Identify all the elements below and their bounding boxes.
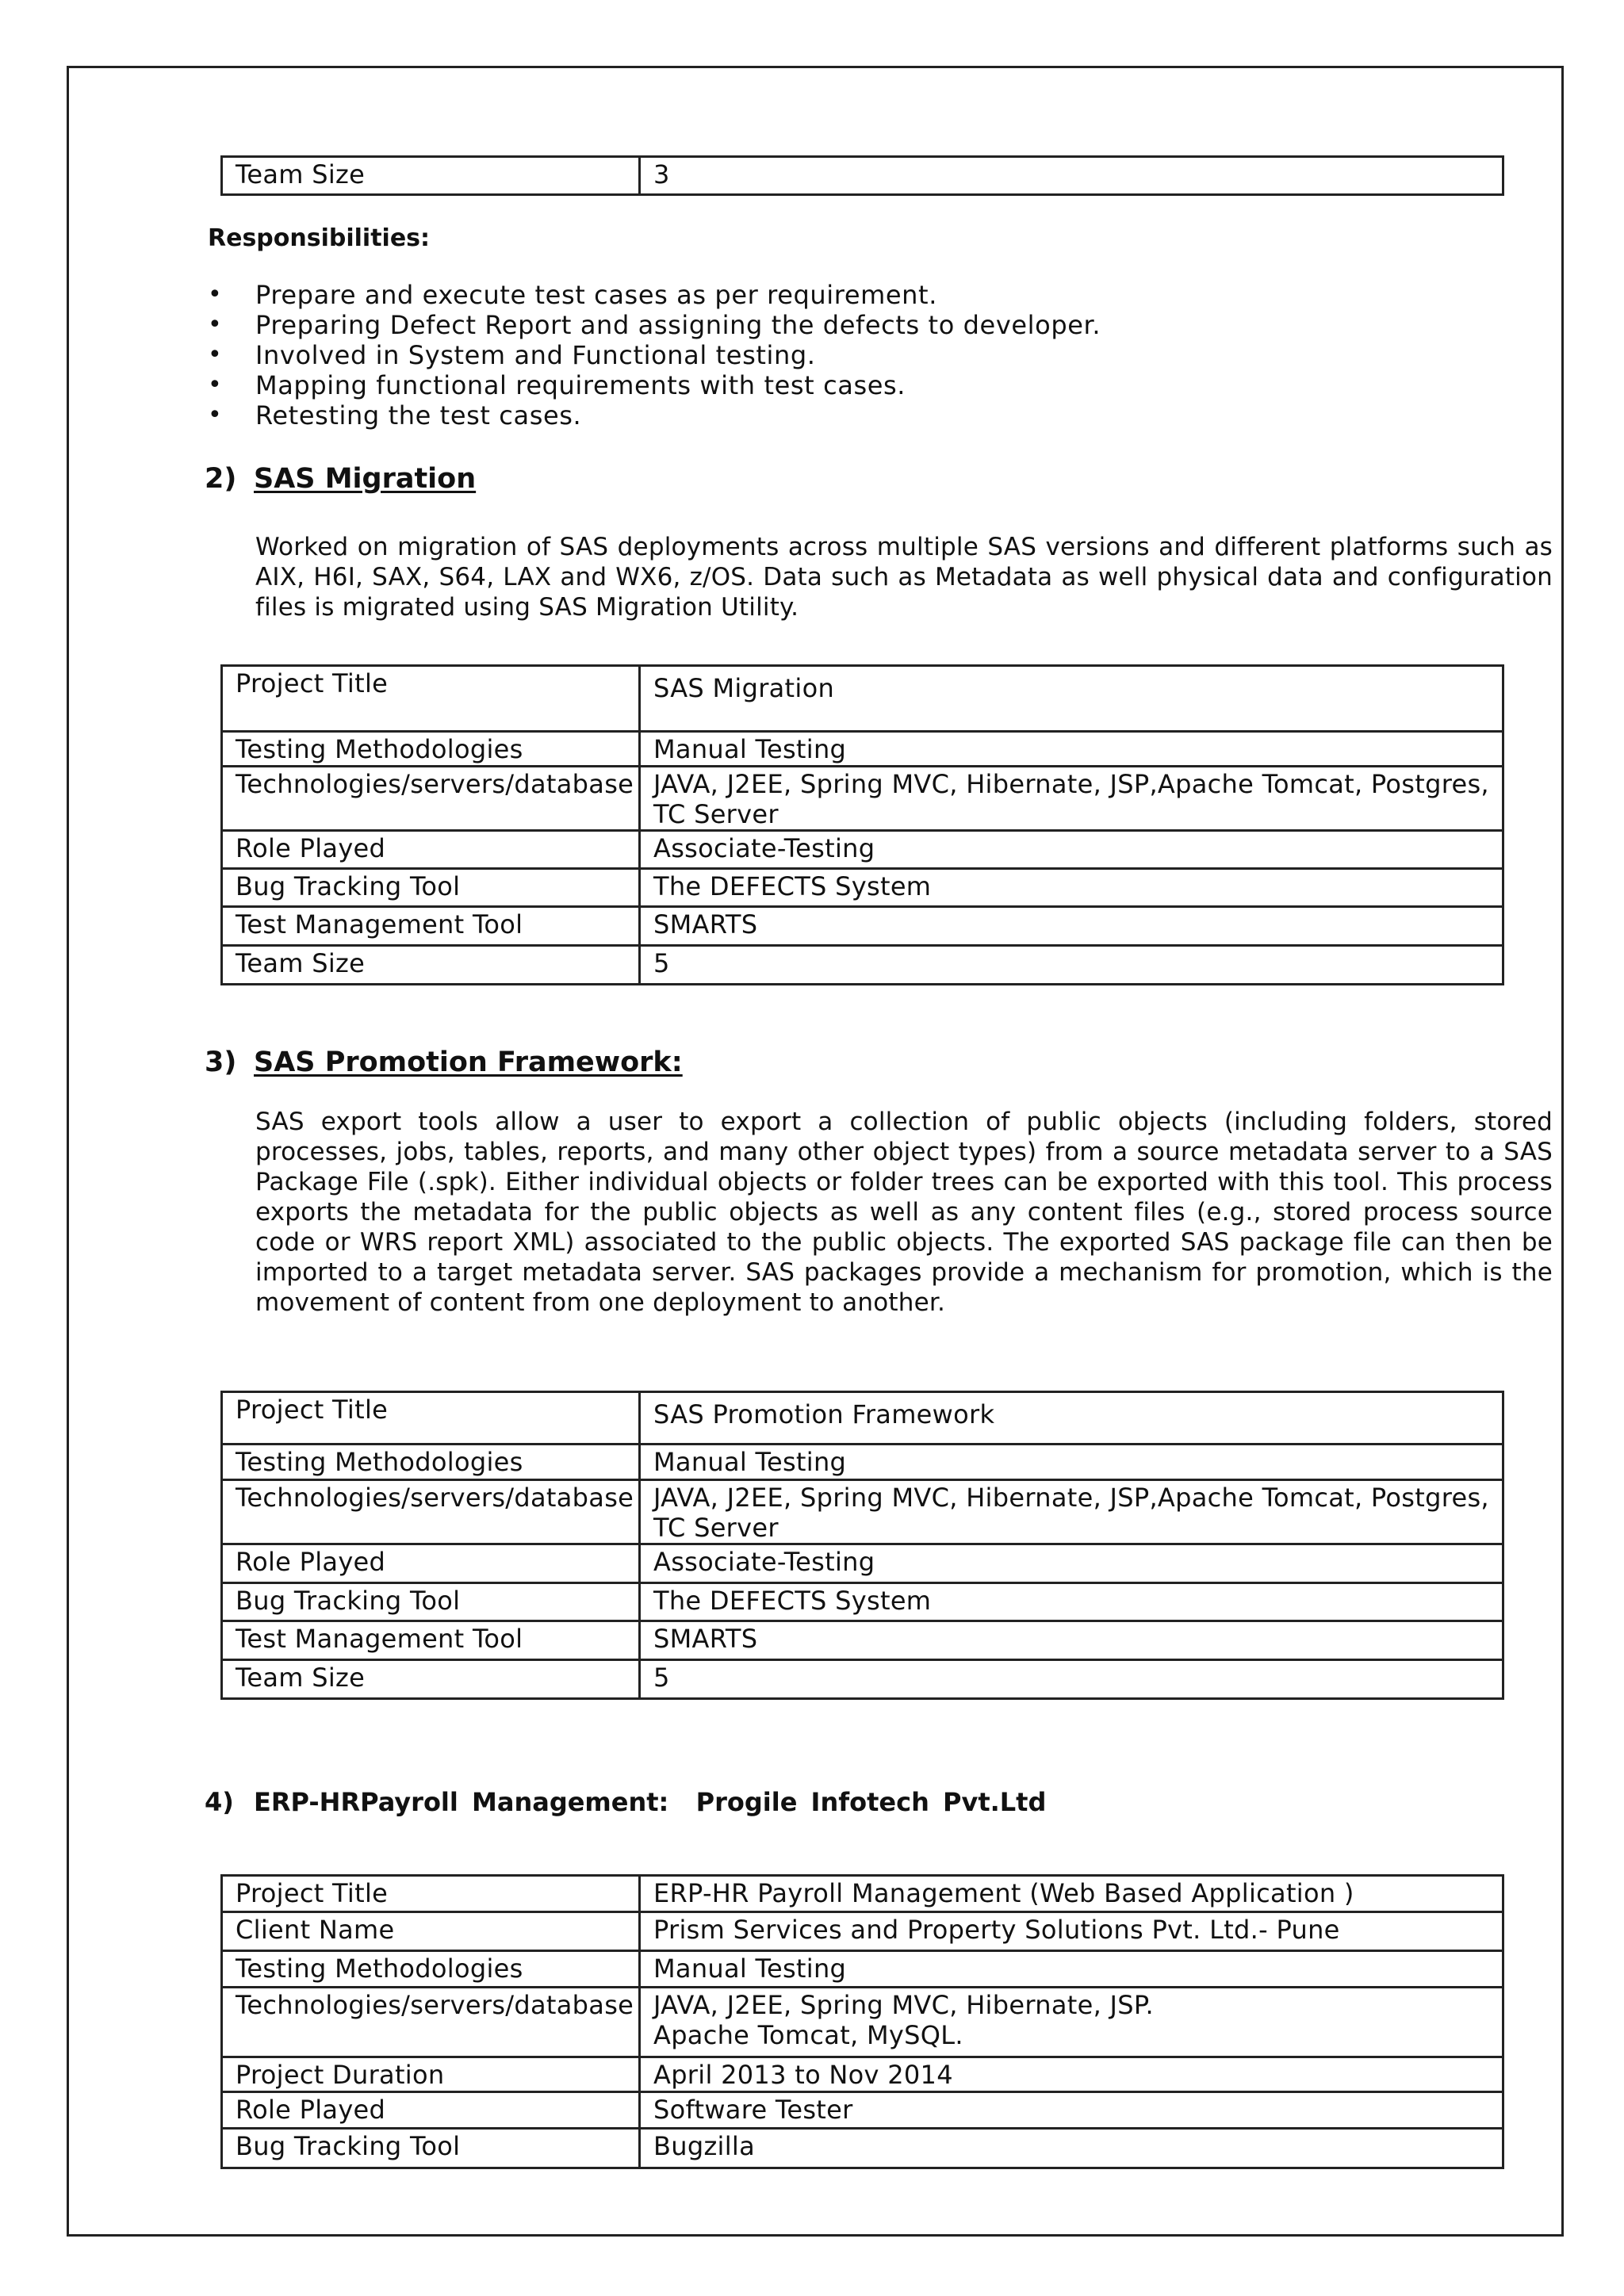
company-name: Progile Infotech Pvt.Ltd (695, 1787, 1047, 1817)
section-number: 3) (205, 1047, 237, 1078)
cell-value: 5 (640, 946, 1503, 985)
table-row (222, 2057, 1503, 2092)
cell-label: Client Name (222, 1912, 640, 1951)
responsibilities-list (208, 280, 1101, 430)
cell-label: Role Played (222, 2092, 640, 2129)
table-row (222, 1951, 1503, 1988)
cell-value: Associate-Testing (640, 1544, 1503, 1583)
section-description: SAS export tools allow a user to export a collection of public objects (including folders, stored processes, jobs, tables, reports, and many other object types) from a source metadata server to a SAS Package File (.spk). Either individual objects or folder trees can be exported with this tool. This process exports the metadata for the public objects as well as any content files (e.g., stored process source code or WRS report XML) associated to the public objects. The exported SAS package file can then be imported to a target metadata server. SAS packages provide a mechanism for promotion, which is the movement of content from one deployment to another. (255, 1108, 1553, 1317)
section-number: 2) (205, 463, 237, 495)
cell-label: Project Title (222, 1876, 640, 1912)
cell-value: Prism Services and Property Solutions Pvt. Ltd.- Pune (640, 1912, 1503, 1951)
section-number: 4) (205, 1787, 234, 1817)
cell-value: ERP-HR Payroll Management (Web Based Application ) (640, 1876, 1503, 1912)
table-row (222, 1445, 1503, 1480)
table-row (222, 831, 1503, 869)
table-row (222, 1912, 1503, 1951)
cell-line: Apache Tomcat, MySQL. (653, 2020, 963, 2050)
section-heading-sas-promotion (205, 1047, 683, 1078)
table-row (222, 1392, 1503, 1445)
cell-label: Team Size (222, 157, 640, 195)
section-title: SAS Promotion Framework: (254, 1047, 683, 1078)
cell-label: Bug Tracking Tool (222, 869, 640, 907)
cell-label: Test Management Tool (222, 1621, 640, 1660)
cell-value (640, 1988, 1503, 2057)
cell-value: 5 (640, 1660, 1503, 1699)
cell-value: Associate-Testing (640, 831, 1503, 869)
table-row (222, 1544, 1503, 1583)
table-row (222, 869, 1503, 907)
table-row (222, 157, 1503, 195)
cell-label: Bug Tracking Tool (222, 2129, 640, 2168)
section-title: SAS Migration (254, 463, 477, 495)
cell-label: Team Size (222, 946, 640, 985)
cell-value: SAS Promotion Framework (640, 1392, 1503, 1445)
cell-label: Role Played (222, 831, 640, 869)
cell-value: JAVA, J2EE, Spring MVC, Hibernate, JSP,Apache Tomcat, Postgres, TC Server (640, 1480, 1503, 1544)
table-row (222, 2129, 1503, 2168)
cell-value: JAVA, J2EE, Spring MVC, Hibernate, JSP,Apache Tomcat, Postgres, TC Server (640, 767, 1503, 831)
responsibilities-heading: Responsibilities: (208, 224, 431, 252)
cell-label: Testing Methodologies (222, 1951, 640, 1988)
table-row (222, 1660, 1503, 1699)
cell-value: Manual Testing (640, 732, 1503, 767)
cell-label: Technologies/servers/database (222, 1988, 640, 2057)
table-row (222, 767, 1503, 831)
cell-value: The DEFECTS System (640, 869, 1503, 907)
cell-label: Bug Tracking Tool (222, 1583, 640, 1621)
cell-value: Bugzilla (640, 2129, 1503, 2168)
cell-value: SMARTS (640, 1621, 1503, 1660)
section-title: ERP-HRPayroll Management: (254, 1787, 669, 1817)
cell-value: The DEFECTS System (640, 1583, 1503, 1621)
cell-value: Manual Testing (640, 1445, 1503, 1480)
cell-label: Project Title (222, 666, 640, 732)
sas-migration-table (220, 664, 1504, 985)
list-item: • Mapping functional requirements with test cases. (208, 370, 1101, 400)
table-row (222, 1876, 1503, 1912)
table-row (222, 1583, 1503, 1621)
list-item: • Preparing Defect Report and assigning the defects to developer. (208, 310, 1101, 340)
cell-label: Role Played (222, 1544, 640, 1583)
cell-label: Project Duration (222, 2057, 640, 2092)
cell-label: Test Management Tool (222, 907, 640, 946)
cell-label: Project Title (222, 1392, 640, 1445)
list-item: • Involved in System and Functional testing. (208, 340, 1101, 370)
cell-value: Software Tester (640, 2092, 1503, 2129)
cell-label: Testing Methodologies (222, 1445, 640, 1480)
sas-promotion-table (220, 1391, 1504, 1700)
erp-hr-table (220, 1874, 1504, 2169)
cell-value: Manual Testing (640, 1951, 1503, 1988)
cell-value: SAS Migration (640, 666, 1503, 732)
cell-value: SMARTS (640, 907, 1503, 946)
section-heading-sas-migration (205, 463, 476, 495)
table-row (222, 946, 1503, 985)
table-row (222, 1480, 1503, 1544)
table-row (222, 2092, 1503, 2129)
cell-label: Testing Methodologies (222, 732, 640, 767)
cell-label: Technologies/servers/database (222, 1480, 640, 1544)
cell-label: Team Size (222, 1660, 640, 1699)
section-description: Worked on migration of SAS deployments across multiple SAS versions and different platforms such as AIX, H6I, SAX, S64, LAX and WX6, z/OS. Data such as Metadata as well physical data and configuration files is migrated using SAS Migration Utility. (255, 533, 1553, 622)
cell-line: JAVA, J2EE, Spring MVC, Hibernate, JSP. (653, 1990, 1154, 2020)
list-item: • Prepare and execute test cases as per requirement. (208, 280, 1101, 310)
cell-value: April 2013 to Nov 2014 (640, 2057, 1503, 2092)
section-heading-erp-hr (205, 1787, 1046, 1817)
table-row (222, 732, 1503, 767)
cell-value: 3 (640, 157, 1503, 195)
cell-label: Technologies/servers/database (222, 767, 640, 831)
table-row (222, 666, 1503, 732)
list-item: • Retesting the test cases. (208, 400, 1101, 430)
team-size-table (220, 155, 1504, 196)
table-row (222, 907, 1503, 946)
table-row (222, 1621, 1503, 1660)
table-row (222, 1988, 1503, 2057)
